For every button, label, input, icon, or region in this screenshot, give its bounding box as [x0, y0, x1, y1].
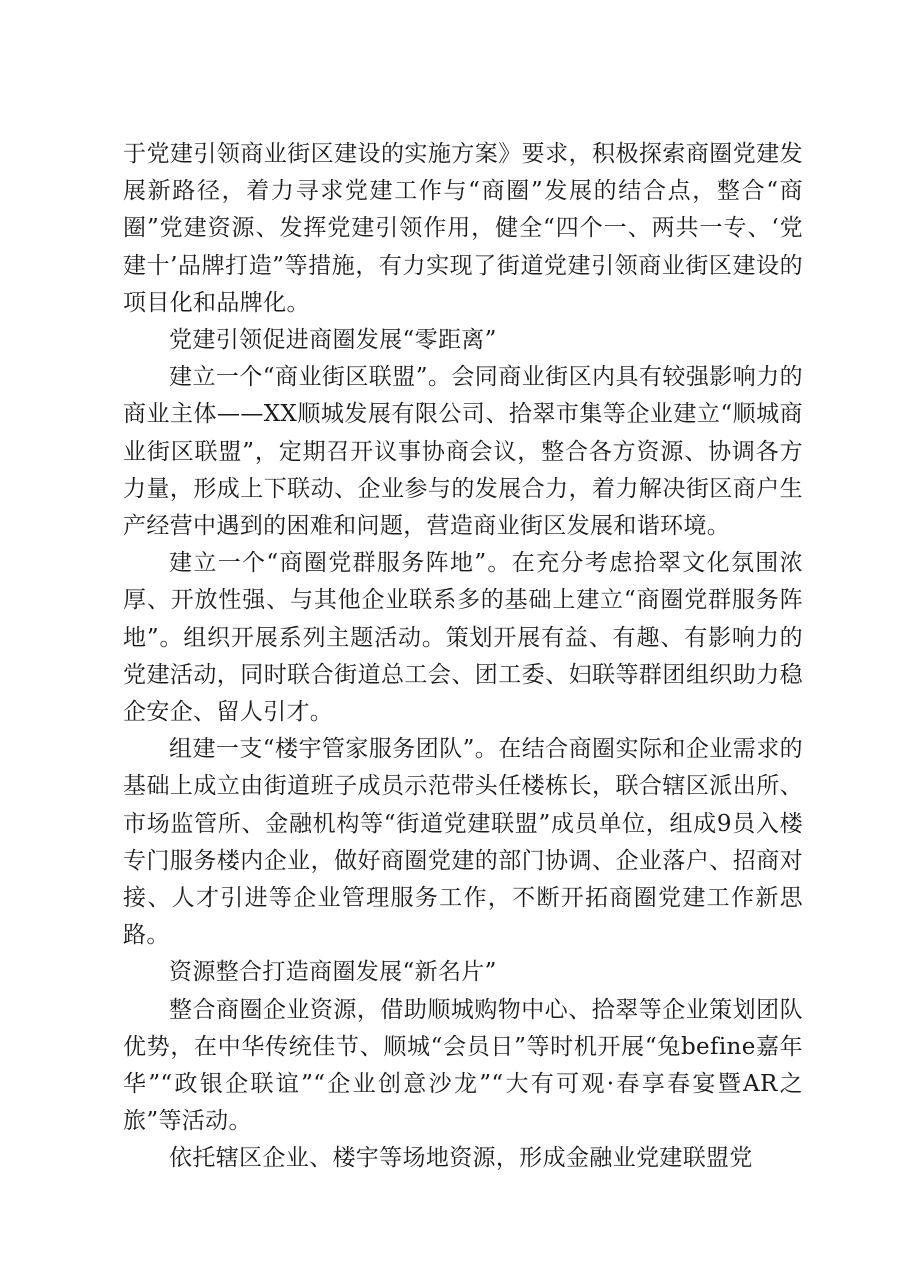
section-heading-new-card: 资源整合打造商圈发展“新名片” — [169, 959, 497, 986]
paragraph-continuation: 于党建引领商业街区建设的实施方案》要求，积极探索商圈党建发展新路径，着力寻求党建工作与“商圈”发展的结合点，整合“商圈”党建资源、发挥党建引领作用，健全“四个一、两共一专、‘党建十’品牌打造”等措施，有力实现了街道党建引领商业街区建设的项目化和品牌化。 — [123, 141, 803, 316]
paragraph-building-team: 组建一支“楼宇管家服务团队”。在结合商圈实际和企业需求的基础上成立由街道班子成员示范带头任楼栋长，联合辖区派出所、市场监管所、金融机构等“街道党建联盟”成员单位，组成9员入楼专门服务楼内企业，做好商圈党建的部门协调、企业落户、招商对接、人才引进等企业管理服务工作，不断开拓商圈党建工作新思路。 — [123, 736, 803, 949]
paragraph-financial-alliance: 依托辖区企业、楼宇等场地资源，形成金融业党建联盟党 — [169, 1145, 753, 1172]
paragraph-resource-integration: 整合商圈企业资源，借助顺城购物中心、拾翠等企业策划团队优势，在中华传统佳节、顺城“会员日”等时机开展“兔befine嘉年华”“政银企联谊”“企业创意沙龙”“大有可观·春享春宴暨AR之旅”等活动。 — [123, 996, 803, 1135]
document-body — [123, 136, 803, 1178]
section-heading-zero-distance: 党建引领促进商圈发展“零距离” — [169, 327, 497, 354]
paragraph-commercial-alliance: 建立一个“商业街区联盟”。会同商业街区内具有较强影响力的商业主体——XX顺城发展有限公司、拾翠市集等企业建立“顺城商业街区联盟”，定期召开议事协商会议，整合各方资源、协调各方力量，形成上下联动、企业参与的发展合力，着力解决街区商户生产经营中遇到的困难和问题，营造商业街区发展和谐环境。 — [123, 364, 803, 540]
paragraph-service-position: 建立一个“商圈党群服务阵地”。在充分考虑拾翠文化氛围浓厚、开放性强、与其他企业联系多的基础上建立“商圈党群服务阵地”。组织开展系列主题活动。策划开展有益、有趣、有影响力的党建活动，同时联合街道总工会、团工委、妇联等群团组织助力稳企安企、留人引才。 — [123, 550, 803, 726]
